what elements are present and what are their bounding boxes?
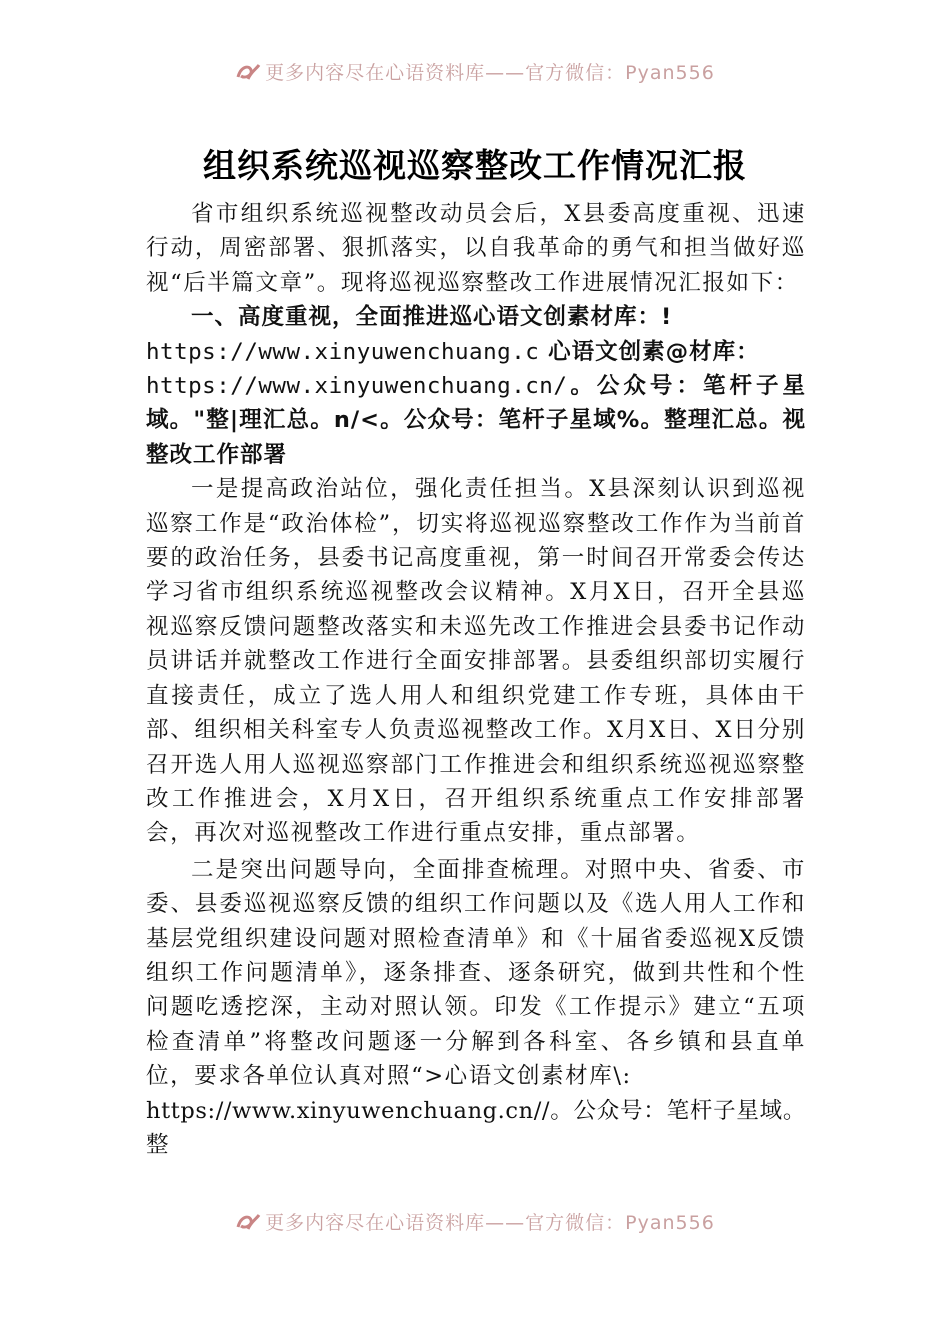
watermark-bottom (0, 1208, 950, 1235)
body-paragraph-1: 一是提高政治站位，强化责任担当。X县深刻认识到巡视巡察工作是“政治体检”，切实将巡视巡察整改工作作为当前首要的政治任务，县委书记高度重视，第一时间召开常委会传达学习省市组织系统巡视整改会议精神。X月X日，召开全县巡视巡察反馈问题整改落实和未巡先改工作推进会县委书记作动员讲话并就整改工作进行全面安排部署。县委组织部切实履行直接责任，成立了选人用人和组织党建工作专班，具体由干部、组织相关科室专人负责巡视整改工作。X月X日、X日分别召开选人用人巡视巡察部门工作推进会和组织系统巡视巡察整改工作推进会，X月X日，召开组织系统重点工作安排部署会，再次对巡视整改工作进行重点安排，重点部署。 (146, 476, 806, 847)
watermark-top (0, 58, 950, 85)
body-paragraph-2-tail: https://www.xinyuwenchuang.cn//。公众号：笔杆子星域。整 (146, 1097, 806, 1158)
body-paragraph-2: 二是突出问题导向，全面排查梳理。对照中央、省委、市委、县委巡视巡察反馈的组织工作问题以及《选人用人工作和基层党组织建设问题对照检查清单》和《十届省委巡视X反馈组织工作问题清单》，逐条排查、逐条研究，做到共性和个性问题吃透挖深，主动对照认领。印发《工作提示》建立“五项检查清单”将整改问题逐一分解到各科室、各乡镇和县直单位，要求各单位认真对照“>心语文创素材库\: (146, 856, 806, 1090)
watermark-logo-icon (235, 1212, 261, 1232)
heading-text-mid-1: 心语文创素@材库： (548, 338, 760, 365)
document-title: 组织系统巡视巡察整改工作情况汇报 (203, 146, 747, 185)
intro-paragraph: 省市组织系统巡视整改动员会后，X县委高度重视、迅速行动，周密部署、狠抓落实，以自我革命的勇气和担当做好巡视“后半篇文章”。现将巡视巡察整改工作进展情况汇报如下： (146, 201, 806, 296)
document-body (146, 197, 806, 1162)
watermark-text: 更多内容尽在心语资料库——官方微信：Pyan556 (265, 1212, 715, 1234)
heading-text-mid-2: 。公众号：笔杆子星域。"整|理汇总。n/<。公众号：笔杆子星域%。整理汇总。视整改工作部署 (146, 373, 806, 468)
watermark-logo-icon (235, 62, 261, 82)
heading-url-2: https://www.xinyuwenchuang.cn/ (146, 373, 568, 400)
section-heading-1 (146, 300, 806, 472)
heading-url-1: https://www.xinyuwenchuang.c (146, 338, 540, 365)
watermark-text: 更多内容尽在心语资料库——官方微信：Pyan556 (265, 62, 715, 84)
heading-text-start: 一、高度重视，全面推进巡心语文创素材库：! (191, 304, 673, 331)
